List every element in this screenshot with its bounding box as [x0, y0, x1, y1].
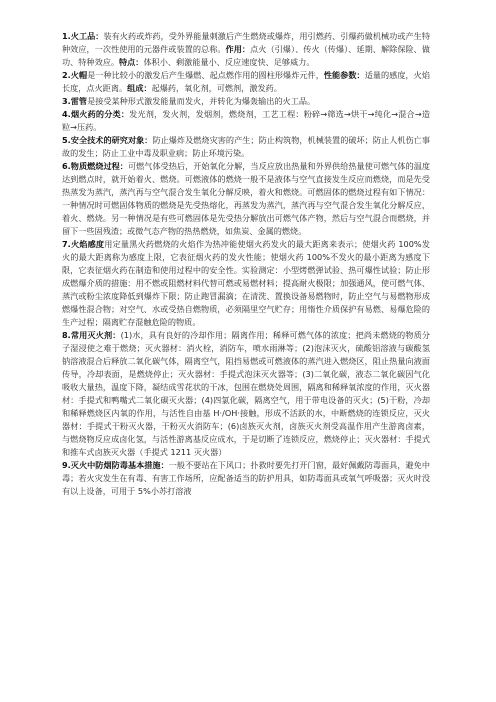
term-zucheng: 组成： — [127, 83, 152, 93]
term-yanhuoyao-fenlei: 4.烟火药的分类： — [62, 109, 130, 119]
text-tedian: 体积小、剩激能量小、反应速度快、足够威力。 — [143, 57, 315, 67]
term-ranshao-guocheng: 6.物质燃烧过程： — [62, 161, 128, 171]
term-xingneng-canshu: 性能参数： — [323, 70, 365, 80]
item-7-huoyan-gandu — [62, 238, 430, 329]
term-huogongpin: 1.火工品： — [62, 31, 104, 41]
text-xingneng-canshu: 适量的感度，火焰长度，点火距离。 — [62, 70, 430, 93]
item-3-leiguan — [62, 95, 430, 108]
text-zuoyong: 点火（引爆）、传火（传爆）、延期、解除保险、做功、特种效应。 — [62, 44, 431, 67]
term-huoyan-gandu: 7.火焰感度 — [62, 239, 105, 249]
text-huomao-definition: 是一种比较小的激发后产生爆燃、起点燃作用的圆柱形爆炸元件， — [87, 70, 324, 80]
text-ranshao-guocheng: 可燃气体受热后，开始氧化分解，当反应放出热量和外界供给热量使可燃气体的温度达到燃点时，就开始着火、燃烧。可燃液体的燃烧一般不是液体与空气直接发生反应而燃烧，而是先受热蒸发为蒸汽，蒸汽再与空气混合发生氧化分解反映，着火和燃烧。可燃固体的燃烧过程有如下情况：一种情况时可燃固体物质的燃烧是先受热熔化，再蒸发为蒸汽，蒸汽再与空气混合发生氧化分解反应，着火、燃烧。另一种情况是有些可燃固体是先受热分解放出可燃气体产物，然后与空气混合而燃烧，并留下一些固残渣；或微气态产物的热热燃烧，如焦炭、金属的燃烧。 — [62, 161, 430, 236]
item-8-miehuoji — [62, 329, 430, 459]
text-huoyan-gandu: 用定量黑火药燃烧的火焰作为热冲能使烟火药发火的最大距离来表示；使烟火药 100%发火的最大距离称为感度上限，它表征烟火药的发火性能；使烟火药 100%不发火的最小距离为感度下限，它表征烟火药在制造和使用过程中的安全性。实验测定：小型烤燃弹试验、热可爆性试验；防止形成燃爆介质的措施：用不燃或阻燃材料代替可燃或易燃材料；提高耐火极限；加强通风，使可燃气体、蒸汽或粉尘浓度降低到爆炸下限；防止跑冒漏滴；在清洗、置换设备易燃物时，防止空气与易燃物形成燃爆性混合物；对空气、水或受热自燃物质，必须隔里空气贮存；用惰性介质保护有易燃、易爆危险的生产过程；隔离贮存混触危险的物质。 — [62, 239, 430, 327]
term-zuoyong: 作用： — [225, 44, 251, 54]
term-huomao: 2.火帽 — [62, 70, 88, 80]
item-6-ranshao-guocheng — [62, 160, 430, 238]
term-fangyan-fangdu: 9.灭火中防烟防毒基本措施： — [62, 460, 169, 470]
text-zucheng: 起爆药，氧化剂，可燃剂，激发药。 — [151, 83, 282, 93]
document-page — [62, 30, 430, 498]
term-tedian: 特点： — [119, 57, 144, 67]
text-huogongpin-definition: 装有火药或炸药，受外界能量刺激后产生燃烧或爆炸，用引燃药、引爆药做机械功或产生特种效应，一次性使用的元器件或装置的总称。 — [62, 31, 430, 54]
item-9-fangyan-fangdu — [62, 459, 430, 498]
term-leiguan: 3.雷管 — [62, 96, 88, 106]
text-yanhuoyao-fenlei: 发光剂，发火剂，发烟剂，燃烧剂，工艺工程：粉碎→筛选→烘干→纯化→混合→造粒→压药。 — [62, 109, 431, 132]
item-1-huogongpin — [62, 30, 430, 69]
text-leiguan-definition: 是接受某种形式激发能量而发火，并转化为爆轰输出的火工品。 — [87, 96, 316, 106]
term-miehuoji: 8.常用灭火剂： — [62, 330, 121, 340]
text-fangyan-fangdu: 一般不要站在下风口；扑救时要先打开门窗，最好佩戴防毒面具，避免中毒；若火灾发生在有毒、有害工作场所，应配备适当的防护用具，如防毒面具或氧气呼吸器；灭火时没有以上设备，可用于 5%小苏打溶液 — [62, 460, 430, 496]
item-2-huomao — [62, 69, 430, 95]
term-anquan-jishu: 5.安全技术的研究对象： — [62, 135, 153, 145]
text-anquan-jishu: 防止爆炸及燃烧灾害的产生；防止构筑物，机械装置的破坏；防止人机伤亡事故的发生；防止工业中毒及职业病；防止环境污染。 — [62, 135, 430, 158]
item-5-anquan-jishu — [62, 134, 430, 160]
item-4-yanhuoyao-fenlei — [62, 108, 430, 134]
text-miehuoji: (1)水，具有良好的冷却作用；隔离作用；稀释可燃气体的浓度；把尚未燃烧的物质分子湿浸使之难于燃烧；灭火器材：消火栓，消防车，喷水雨淋等；(2)泡沫灭火，硫酸铝溶液与碳酸氢钠溶液混合后释放二氧化碳气体，隔离空气，阻挡易燃或可燃液体的蒸汽进入燃烧区，阻止热量向液面传导，冷却表面，是燃烧停止；灭火器材：手提式泡沫灭火器等；(3)二氧化碳，液态二氧化碳因气化吸收大量热，温度下降，凝结成雪花状的干冰，包围在燃烧处周围，隔离和稀释氧浓度的作用，灭火器材：手提式和鸭嘴式二氧化碳灭火器；(4)四氯化碳，隔离空气，用于带电设备的灭火；(5)干粉，冷却和稀释燃烧区内氧的作用，与活性自由基 H·/OH·接触，形成不活跃的水，中断燃烧的连锁反应，灭火器材：手提式干粉灭火器，干粉灭火消防车；(6)卤族灭火剂，卤族灭火剂受高温作用产生游离卤素，与燃烧物反应成卤化氢，与活性游离基反应成水，于是切断了连锁反应，燃烧停止；灭火器材：手提式和推车式卤族灭火器（手提式 1211 灭火器） — [62, 330, 430, 457]
